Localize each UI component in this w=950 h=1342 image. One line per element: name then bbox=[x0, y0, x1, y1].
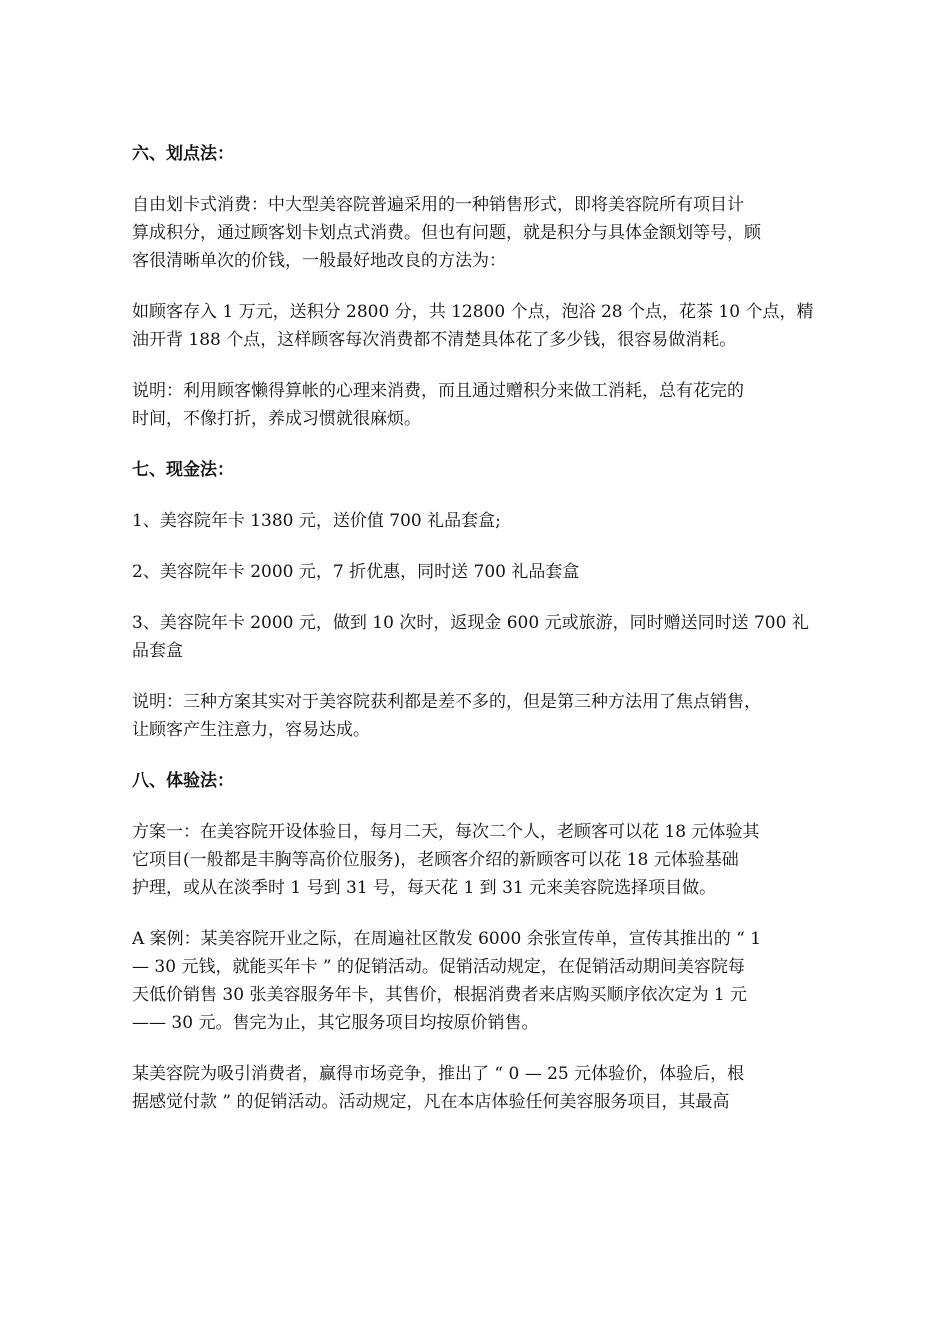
para-free-card-consumption bbox=[132, 191, 832, 275]
para-plan-one bbox=[132, 818, 832, 902]
para-case-b bbox=[132, 1060, 832, 1116]
text-line: A 案例：某美容院开业之际，在周遍社区散发 6000 余张宣传单，宣传其推出的 “ 1 bbox=[132, 929, 762, 949]
heading-seven bbox=[132, 456, 832, 484]
text-line: —— 30 元。售完为止，其它服务项目均按原价销售。 bbox=[132, 1013, 539, 1033]
text-line: 天低价销售 30 张美容服务年卡，其售价，根据消费者来店购买顺序依次定为 1 元 bbox=[132, 985, 748, 1005]
para-cash-option-3 bbox=[132, 609, 832, 665]
para-cash-option-2 bbox=[132, 558, 832, 586]
para-points-example bbox=[132, 298, 832, 354]
para-explanation-points bbox=[132, 377, 832, 433]
heading-eight bbox=[132, 767, 832, 795]
text-line: — 30 元钱，就能买年卡 ” 的促销活动。促销活动规定，在促销活动期间美容院每 bbox=[132, 957, 745, 977]
text-line: 据感觉付款 ” 的促销活动。活动规定，凡在本店体验任何美容服务项目，其最高 bbox=[132, 1092, 730, 1112]
document-page bbox=[132, 140, 832, 1139]
text-line: 品套盒 bbox=[132, 641, 183, 661]
heading-six bbox=[132, 140, 832, 168]
text-line: 自由划卡式消费：中大型美容院普遍采用的一种销售形式，即将美容院所有项目计 bbox=[132, 195, 744, 215]
text-line: 2、美容院年卡 2000 元，7 折优惠，同时送 700 礼品套盒 bbox=[132, 562, 580, 582]
text-line: 油开背 188 个点，这样顾客每次消费都不清楚具体花了多少钱，很容易做消耗。 bbox=[132, 330, 737, 350]
text-line: 护理，或从在淡季时 1 号到 31 号，每天花 1 到 31 元来美容院选择项目做。 bbox=[132, 878, 717, 898]
text-line: 某美容院为吸引消费者，赢得市场竞争，推出了 “ 0 — 25 元体验价，体验后，根 bbox=[132, 1064, 745, 1084]
text-line: 说明：三种方案其实对于美容院获利都是差不多的，但是第三种方法用了焦点销售， bbox=[132, 692, 761, 712]
text-line: 它项目(一般都是丰胸等高价位服务)，老顾客介绍的新顾客可以花 18 元体验基础 bbox=[132, 850, 739, 870]
text-line: 方案一：在美容院开设体验日，每月二天，每次二个人，老顾客可以花 18 元体验其 bbox=[132, 822, 760, 842]
text-line: 客很清晰单次的价钱，一般最好地改良的方法为： bbox=[132, 251, 506, 271]
para-explanation-cash bbox=[132, 688, 832, 744]
text-line: 3、美容院年卡 2000 元，做到 10 次时，返现金 600 元或旅游，同时赠送同时送 700 礼 bbox=[132, 613, 809, 633]
text-line: 1、美容院年卡 1380 元，送价值 700 礼品套盒; bbox=[132, 511, 501, 531]
heading-text: 七、现金法： bbox=[132, 460, 234, 480]
text-line: 让顾客产生注意力，容易达成。 bbox=[132, 720, 370, 740]
para-case-a bbox=[132, 925, 832, 1037]
text-line: 时间，不像打折，养成习惯就很麻烦。 bbox=[132, 409, 421, 429]
text-line: 如顾客存入 1 万元，送积分 2800 分，共 12800 个点，泡浴 28 个点，花茶 10 个点，精 bbox=[132, 302, 814, 322]
heading-text: 六、划点法： bbox=[132, 144, 234, 164]
text-line: 算成积分，通过顾客划卡划点式消费。但也有问题，就是积分与具体金额划等号，顾 bbox=[132, 223, 761, 243]
text-line: 说明：利用顾客懒得算帐的心理来消费，而且通过赠积分来做工消耗，总有花完的 bbox=[132, 381, 744, 401]
heading-text: 八、体验法： bbox=[132, 771, 234, 791]
para-cash-option-1 bbox=[132, 507, 832, 535]
